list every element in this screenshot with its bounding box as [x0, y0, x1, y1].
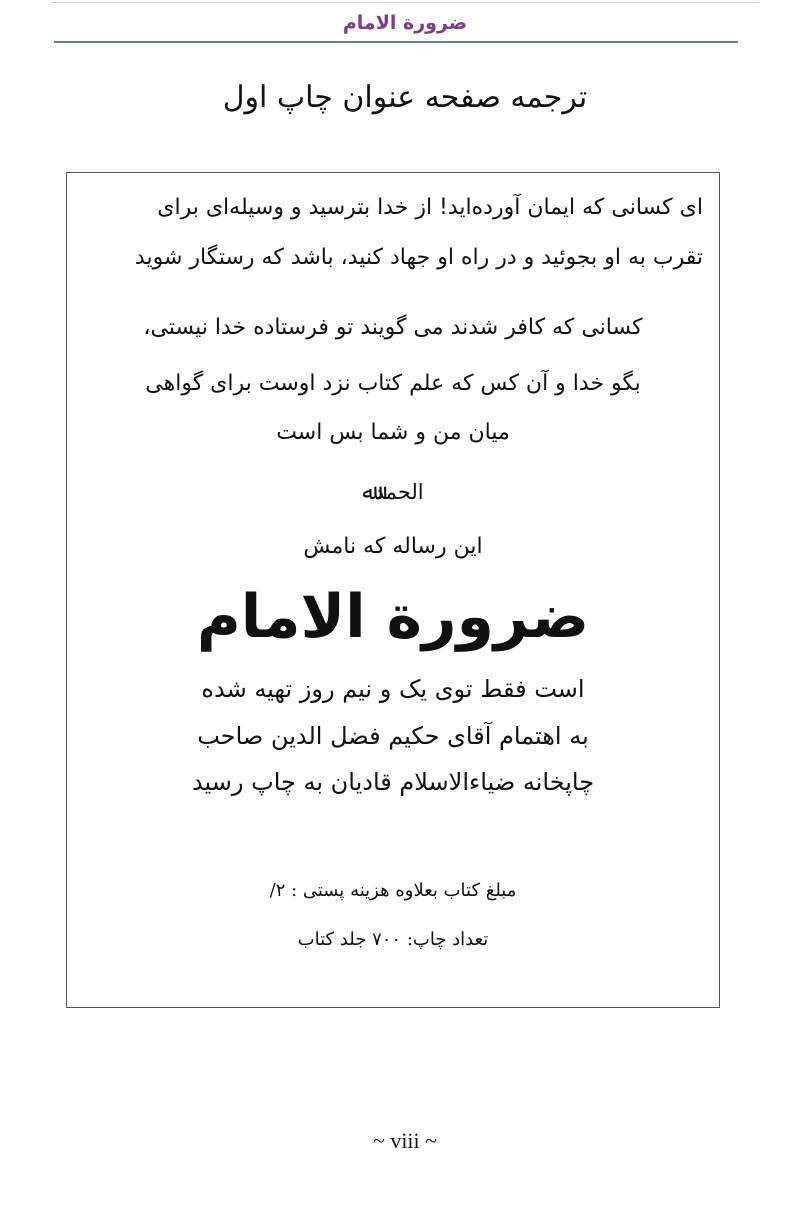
verse2-line2: بگو خدا و آن کس که علم کتاب نزد اوست برای گواهی: [145, 371, 641, 396]
price-line: مبلغ کتاب بعلاوه هزینه پستی : ۲/: [269, 880, 517, 901]
book-title: ضرورة الامام: [196, 582, 590, 652]
verse2-line3: میان من و شما بس است: [276, 420, 510, 445]
verse1-line1: ای کسانی که ایمان آورده‌اید! از خدا بترسید و وسیله‌ای برای: [157, 195, 703, 220]
detail-line3: چاپخانه ضیاءالاسلام قادیان به چاپ رسید: [191, 768, 595, 796]
detail-line1: است فقط توی یک و نیم روز تهیه شده: [201, 675, 585, 703]
title-page-box: [66, 172, 720, 1008]
verse1-line2: تقرب به او بجوئید و در راه او جهاد کنید، باشد که رستگار شوید: [134, 245, 703, 270]
hamd-line: الحمدﷲ: [362, 480, 424, 504]
intro-line: این رساله که نامش: [303, 534, 483, 559]
verse2-line1: کسانی که کافر شدند می گویند تو فرستاده خدا نیستی،: [143, 315, 643, 340]
page-title: ترجمه صفحه عنوان چاپ اول: [222, 80, 588, 115]
detail-line2: به اهتمام آقای حکیم فضل الدین صاحب: [197, 722, 589, 750]
page-number: ~ viii ~: [372, 1128, 438, 1153]
print-run-line: تعداد چاپ: ۷۰۰ جلد کتاب: [297, 929, 489, 950]
running-header: ضرورة الامام: [342, 12, 468, 34]
header-rule: [54, 41, 738, 43]
top-thin-rule: [52, 2, 758, 3]
